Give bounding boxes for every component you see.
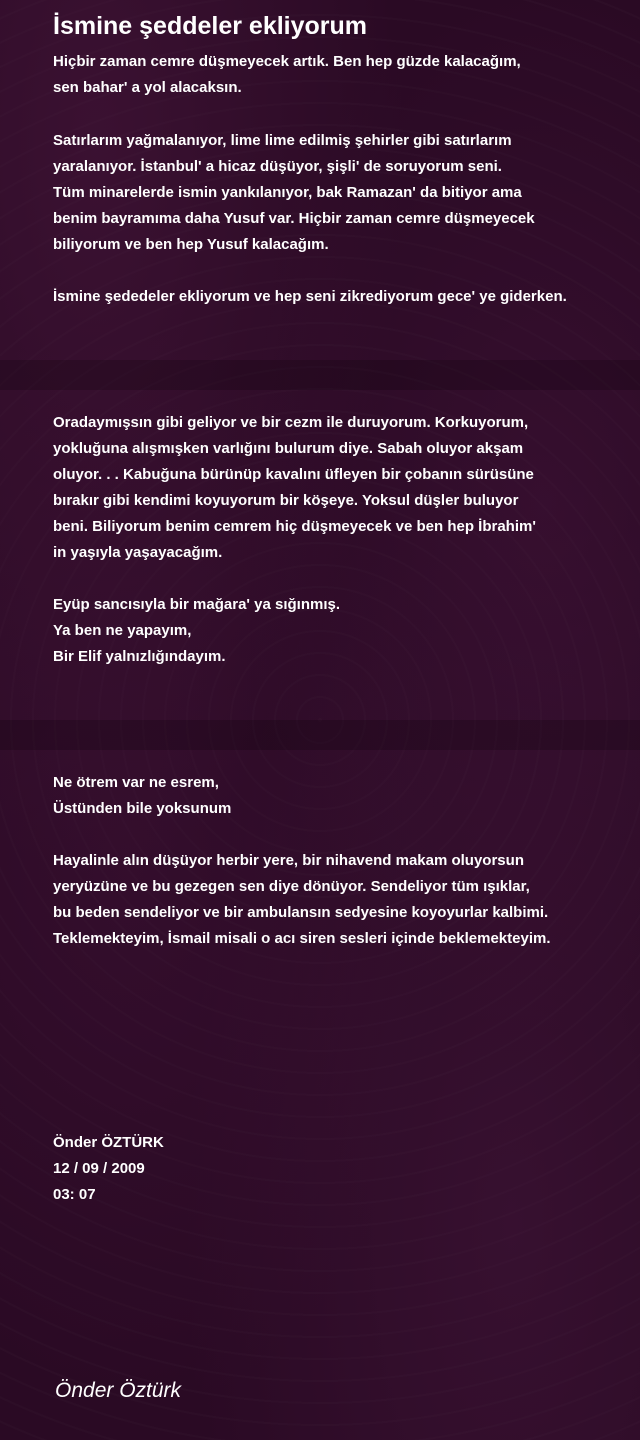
poem-line: Ne ötrem var ne esrem, <box>53 774 219 791</box>
poem-line: beni. Biliyorum benim cemrem hiç düşmeyecek ve ben hep İbrahim' <box>53 518 536 535</box>
poem-line: bırakır gibi kendimi koyuyorum bir köşeye. Yoksul düşler buluyor <box>53 492 519 509</box>
poem-line: bu beden sendeliyor ve bir ambulansın sedyesine koyoyurlar kalbimi. <box>53 904 549 921</box>
poem-line: yaralanıyor. İstanbul' a hicaz düşüyor, şişli' de soruyorum seni. <box>53 158 502 175</box>
poem-line: Üstünden bile yoksunum <box>53 800 232 817</box>
poem-line: İsmine şededeler ekliyorum ve hep seni zikrediyorum gece' ye giderken. <box>53 288 567 305</box>
poem-line: yokluğuna alışmışken varlığını bulurum diye. Sabah oluyor akşam <box>53 440 524 457</box>
background-band-1 <box>0 360 640 390</box>
poem-line: Teklemekteyim, İsmail misali o acı siren sesleri içinde beklemekteyim. <box>53 930 551 947</box>
poem-line: Hayalinle alın düşüyor herbir yere, bir nihavend makam oluyorsun <box>53 852 524 869</box>
poem-line: Satırlarım yağmalanıyor, lime lime edilmiş şehirler gibi satırlarım <box>53 132 512 149</box>
background-band-2 <box>0 720 640 750</box>
poem-line: Tüm minarelerde ismin yankılanıyor, bak Ramazan' da bitiyor ama <box>53 184 522 201</box>
poem-line: Hiçbir zaman cemre düşmeyecek artık. Ben hep güzde kalacağım, <box>53 53 521 70</box>
poem-line: Eyüp sancısıyla bir mağara' ya sığınmış. <box>53 596 341 613</box>
poem-line: yeryüzüne ve bu gezegen sen diye dönüyor. Sendeliyor tüm ışıklar, <box>53 878 530 895</box>
poem-line: sen bahar' a yol alacaksın. <box>53 79 242 96</box>
poem-line: Ya ben ne yapayım, <box>53 622 192 639</box>
poem-time-line: 03: 07 <box>53 1186 96 1203</box>
poem-author-line: Önder ÖZTÜRK <box>53 1134 164 1151</box>
poem-line: biliyorum ve ben hep Yusuf kalacağım. <box>53 236 329 253</box>
poem-line: Oradaymışsın gibi geliyor ve bir cezm ile duruyorum. Korkuyorum, <box>53 414 529 431</box>
poem-date-line: 12 / 09 / 2009 <box>53 1160 145 1177</box>
author-signature: Önder Öztürk <box>55 1379 182 1402</box>
poem-line: in yaşıyla yaşayacağım. <box>53 544 223 561</box>
poem-line: Bir Elif yalnızlığındayım. <box>53 648 226 665</box>
poem-line: oluyor. . . Kabuğuna bürünüp kavalını üfleyen bir çobanın sürüsüne <box>53 466 534 483</box>
poem-title: İsmine şeddeler ekliyorum <box>53 12 368 40</box>
poem-line: benim bayramıma daha Yusuf var. Hiçbir zaman cemre düşmeyecek <box>53 210 535 227</box>
